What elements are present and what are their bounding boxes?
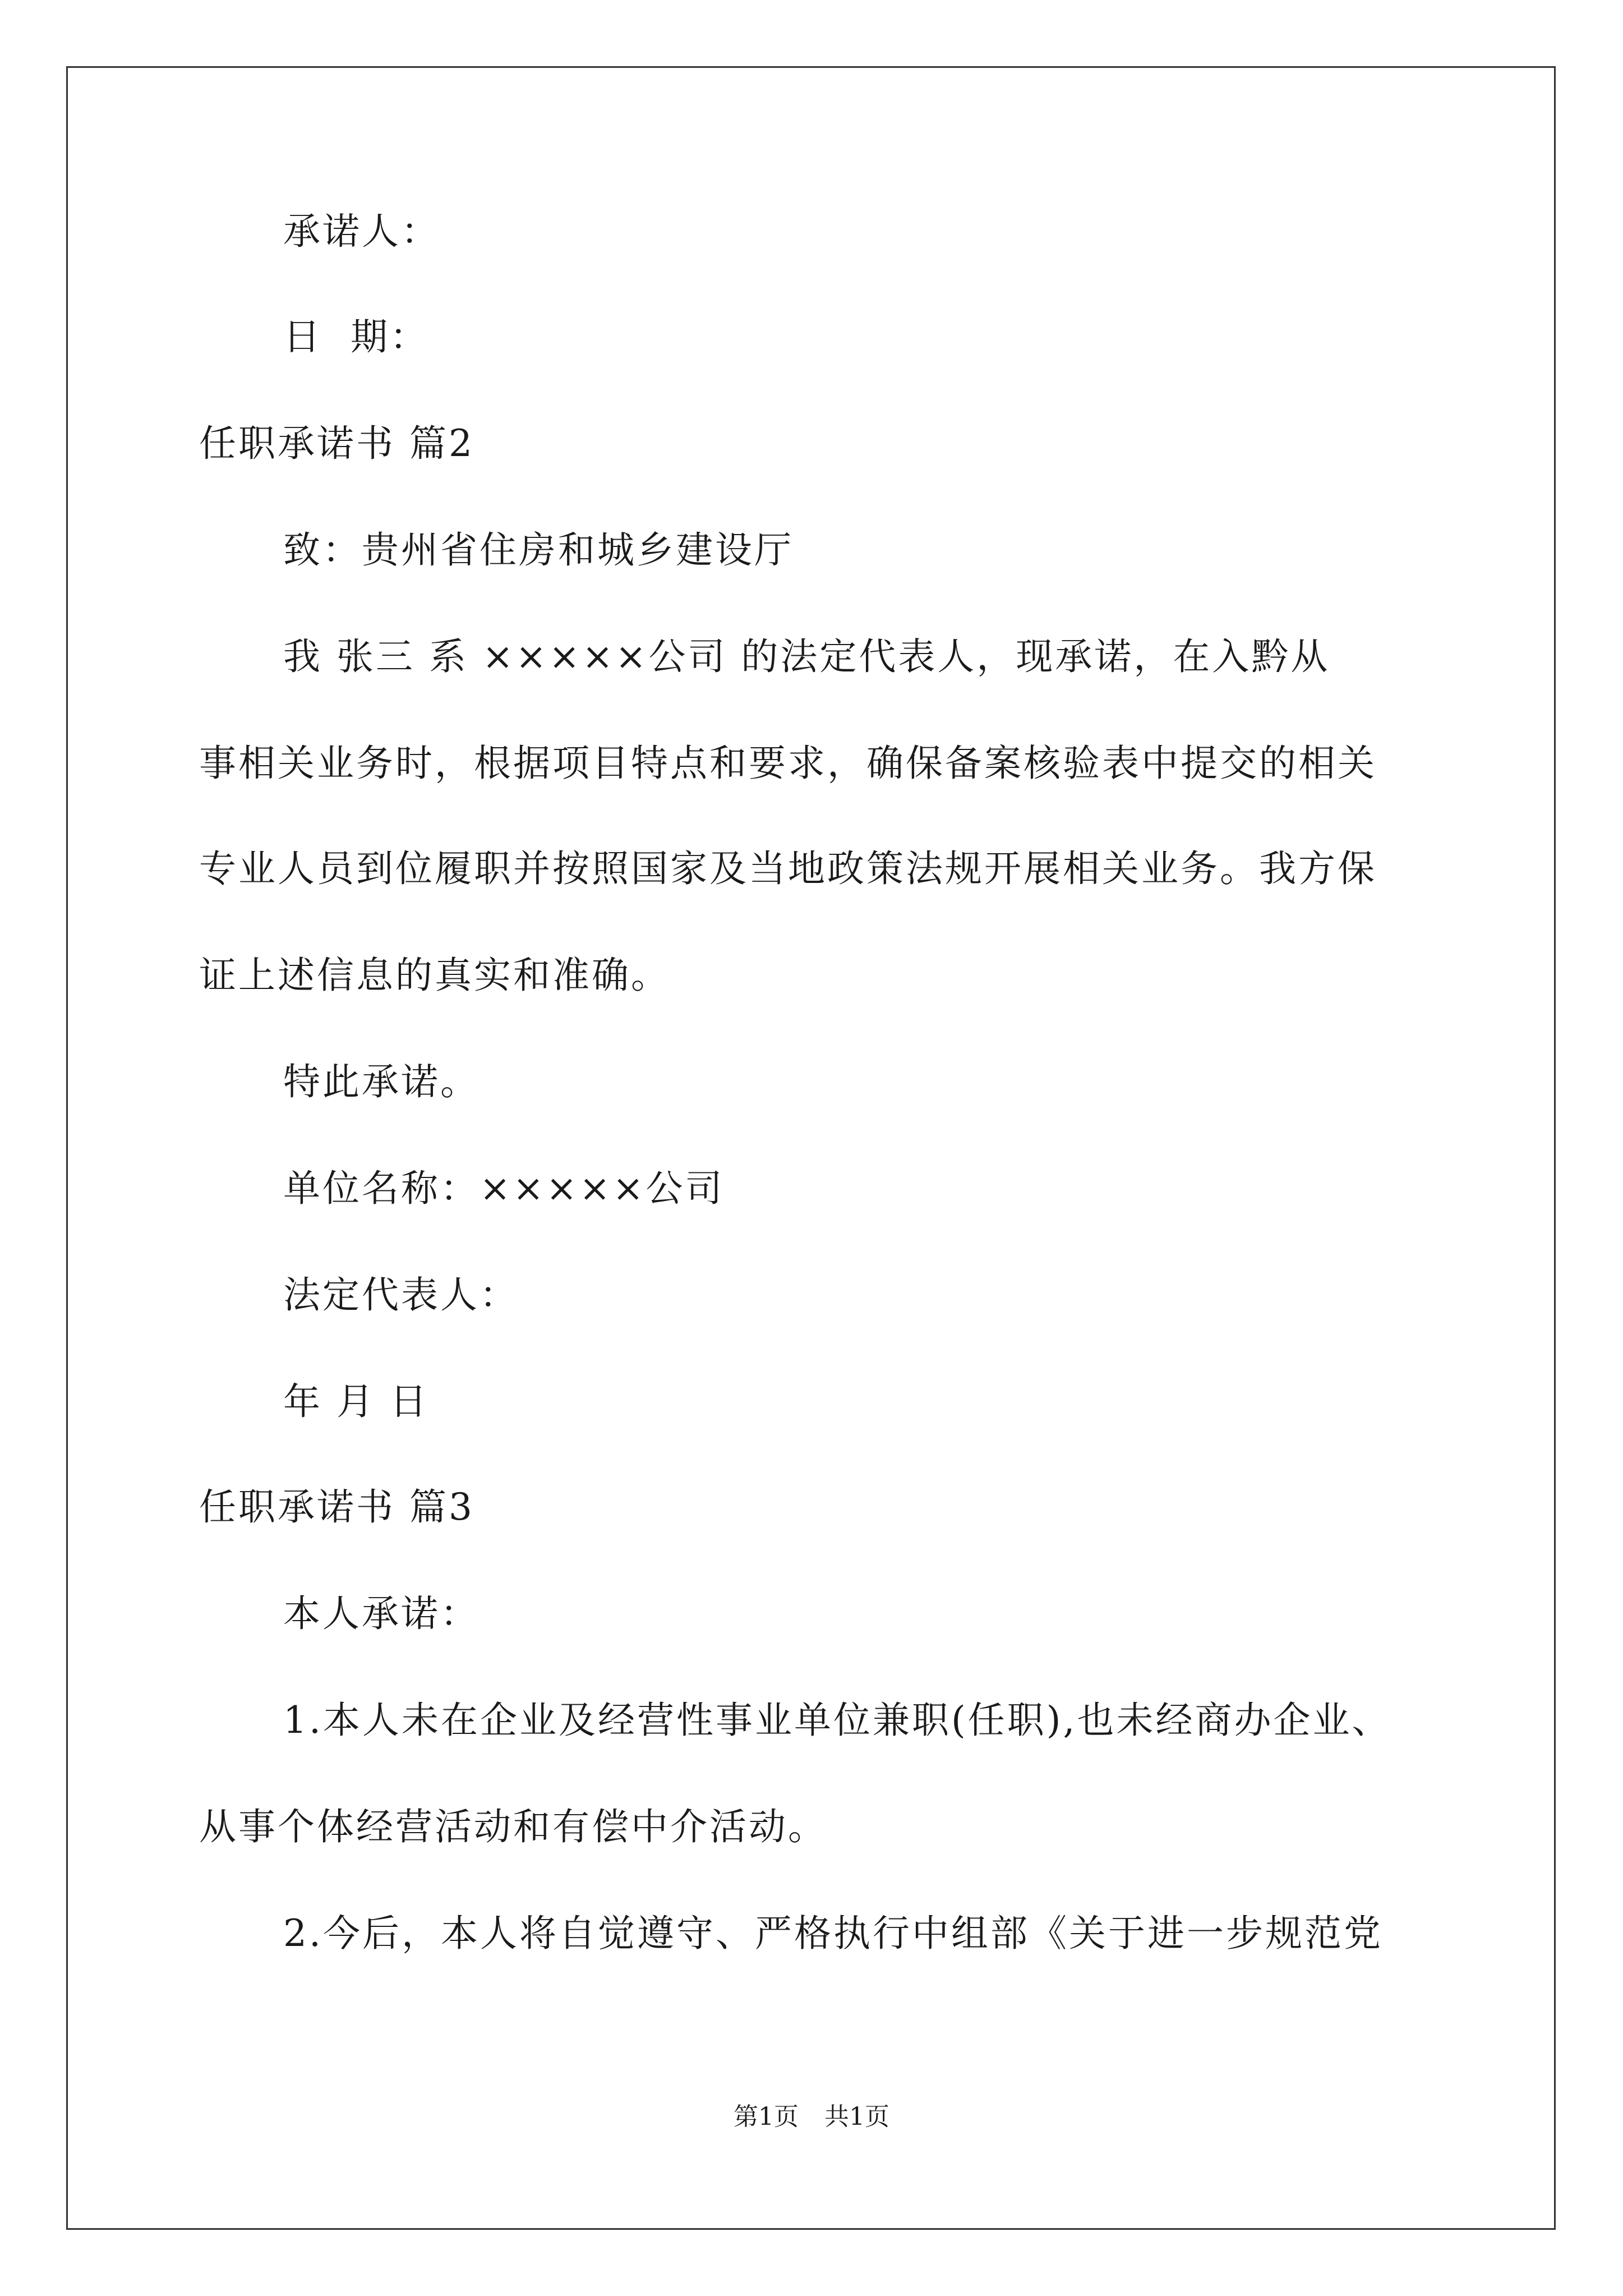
page-footer: [0, 2102, 1623, 2131]
page-number: 第1页: [734, 2102, 799, 2131]
page-total: 共1页: [824, 2102, 889, 2131]
paragraph-line: 从事个体经营活动和有偿中介活动。: [199, 1805, 827, 1848]
page-border: [66, 66, 1556, 2230]
closing-statement: 特此承诺。: [283, 1060, 479, 1103]
paragraph-line: 专业人员到位履职并按照国家及当地政策法规开展相关业务。我方保: [199, 847, 1377, 890]
company-name-line: 单位名称：×××××公司: [283, 1167, 725, 1210]
paragraph-line: 事相关业务时，根据项目特点和要求，确保备案核验表中提交的相关: [199, 742, 1377, 785]
section-heading-3: 任职承诺书 篇3: [199, 1485, 474, 1529]
pledge-intro: 本人承诺：: [283, 1592, 479, 1635]
date-fields: 年 月 日: [283, 1380, 429, 1423]
legal-rep-label: 法定代表人：: [283, 1273, 519, 1317]
paragraph-line: 1.本人未在企业及经营性事业单位兼职(任职),也未经商办企业、: [283, 1699, 1391, 1742]
addressee-line: 致：贵州省住房和城乡建设厅: [283, 528, 794, 572]
date-label: 日 期：: [283, 315, 429, 358]
section-heading-2: 任职承诺书 篇2: [199, 422, 474, 465]
paragraph-line: 2.今后，本人将自觉遵守、严格执行中组部《关于进一步规范党: [283, 1912, 1383, 1955]
paragraph-line: 我 张三 系 ×××××公司 的法定代表人，现承诺，在入黔从: [283, 635, 1330, 678]
paragraph-line: 证上述信息的真实和准确。: [199, 954, 670, 997]
signatory-label: 承诺人：: [283, 210, 440, 253]
